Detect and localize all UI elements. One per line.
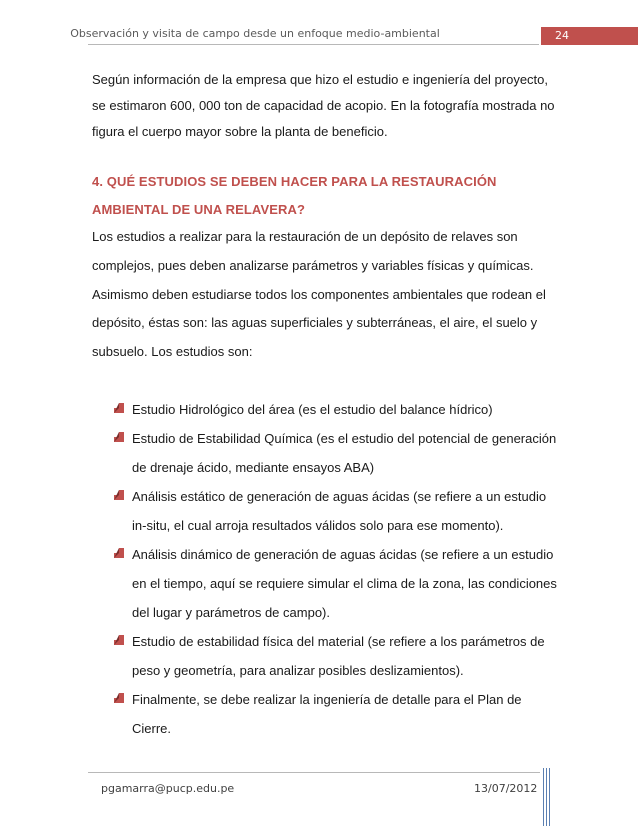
bullet-arrow-icon <box>114 403 124 413</box>
bullet-item-line: del lugar y parámetros de campo). <box>132 605 330 620</box>
bullet-item-line: Análisis estático de generación de aguas ácidas (se refiere a un estudio <box>132 489 547 504</box>
footer-vertical-line <box>543 768 544 826</box>
page-number-badge: 24 <box>541 27 638 45</box>
body-line: subsuelo. Los estudios son: <box>92 344 253 359</box>
bullet-item-line: de drenaje ácido, mediante ensayos ABA) <box>132 460 375 475</box>
footer-vertical-line <box>546 768 547 826</box>
intro-line: Según información de la empresa que hizo el estudio e ingeniería del proyecto, <box>92 72 549 87</box>
footer-date: 13/07/2012 <box>474 782 538 795</box>
bullet-item-line: Cierre. <box>132 721 172 736</box>
body-line: complejos, pues deben analizarse parámetros y variables físicas y químicas. <box>92 258 534 273</box>
intro-line: se estimaron 600, 000 ton de capacidad de acopio. En la fotografía mostrada no <box>92 98 555 113</box>
bullet-item-line: peso y geometría, para analizar posibles deslizamientos). <box>132 663 464 678</box>
bullet-arrow-icon <box>114 490 124 500</box>
footer-email: pgamarra@pucp.edu.pe <box>101 782 235 795</box>
body-line: Los estudios a realizar para la restauración de un depósito de relaves son <box>92 229 518 244</box>
section-heading: 4. QUÉ ESTUDIOS SE DEBEN HACER PARA LA RESTAURACIÓN <box>92 174 497 189</box>
body-line: depósito, éstas son: las aguas superficiales y subterráneas, el aire, el suelo y <box>92 315 538 330</box>
footer-vertical-line <box>549 768 550 826</box>
section-heading: AMBIENTAL DE UNA RELAVERA? <box>92 202 306 217</box>
bullet-item-line: in-situ, el cual arroja resultados válidos solo para ese momento). <box>132 518 504 533</box>
bullet-item-line: en el tiempo, aquí se requiere simular el clima de la zona, las condiciones <box>132 576 557 591</box>
header-title: Observación y visita de campo desde un enfoque medio-ambiental <box>70 27 440 40</box>
body-line: Asimismo deben estudiarse todos los componentes ambientales que rodean el <box>92 287 546 302</box>
bullet-item-line: Estudio de estabilidad física del material (se refiere a los parámetros de <box>132 634 545 649</box>
header-divider <box>88 44 539 45</box>
bullet-item-line: Análisis dinámico de generación de aguas ácidas (se refiere a un estudio <box>132 547 554 562</box>
footer-divider <box>88 772 540 773</box>
bullet-item-line: Estudio de Estabilidad Química (es el estudio del potencial de generación <box>132 431 557 446</box>
intro-line: figura el cuerpo mayor sobre la planta de beneficio. <box>92 124 388 139</box>
bullet-arrow-icon <box>114 432 124 442</box>
bullet-item-line: Finalmente, se debe realizar la ingeniería de detalle para el Plan de <box>132 692 522 707</box>
bullet-item-line: Estudio Hidrológico del área (es el estudio del balance hídrico) <box>132 402 493 417</box>
bullet-arrow-icon <box>114 548 124 558</box>
bullet-arrow-icon <box>114 693 124 703</box>
bullet-arrow-icon <box>114 635 124 645</box>
